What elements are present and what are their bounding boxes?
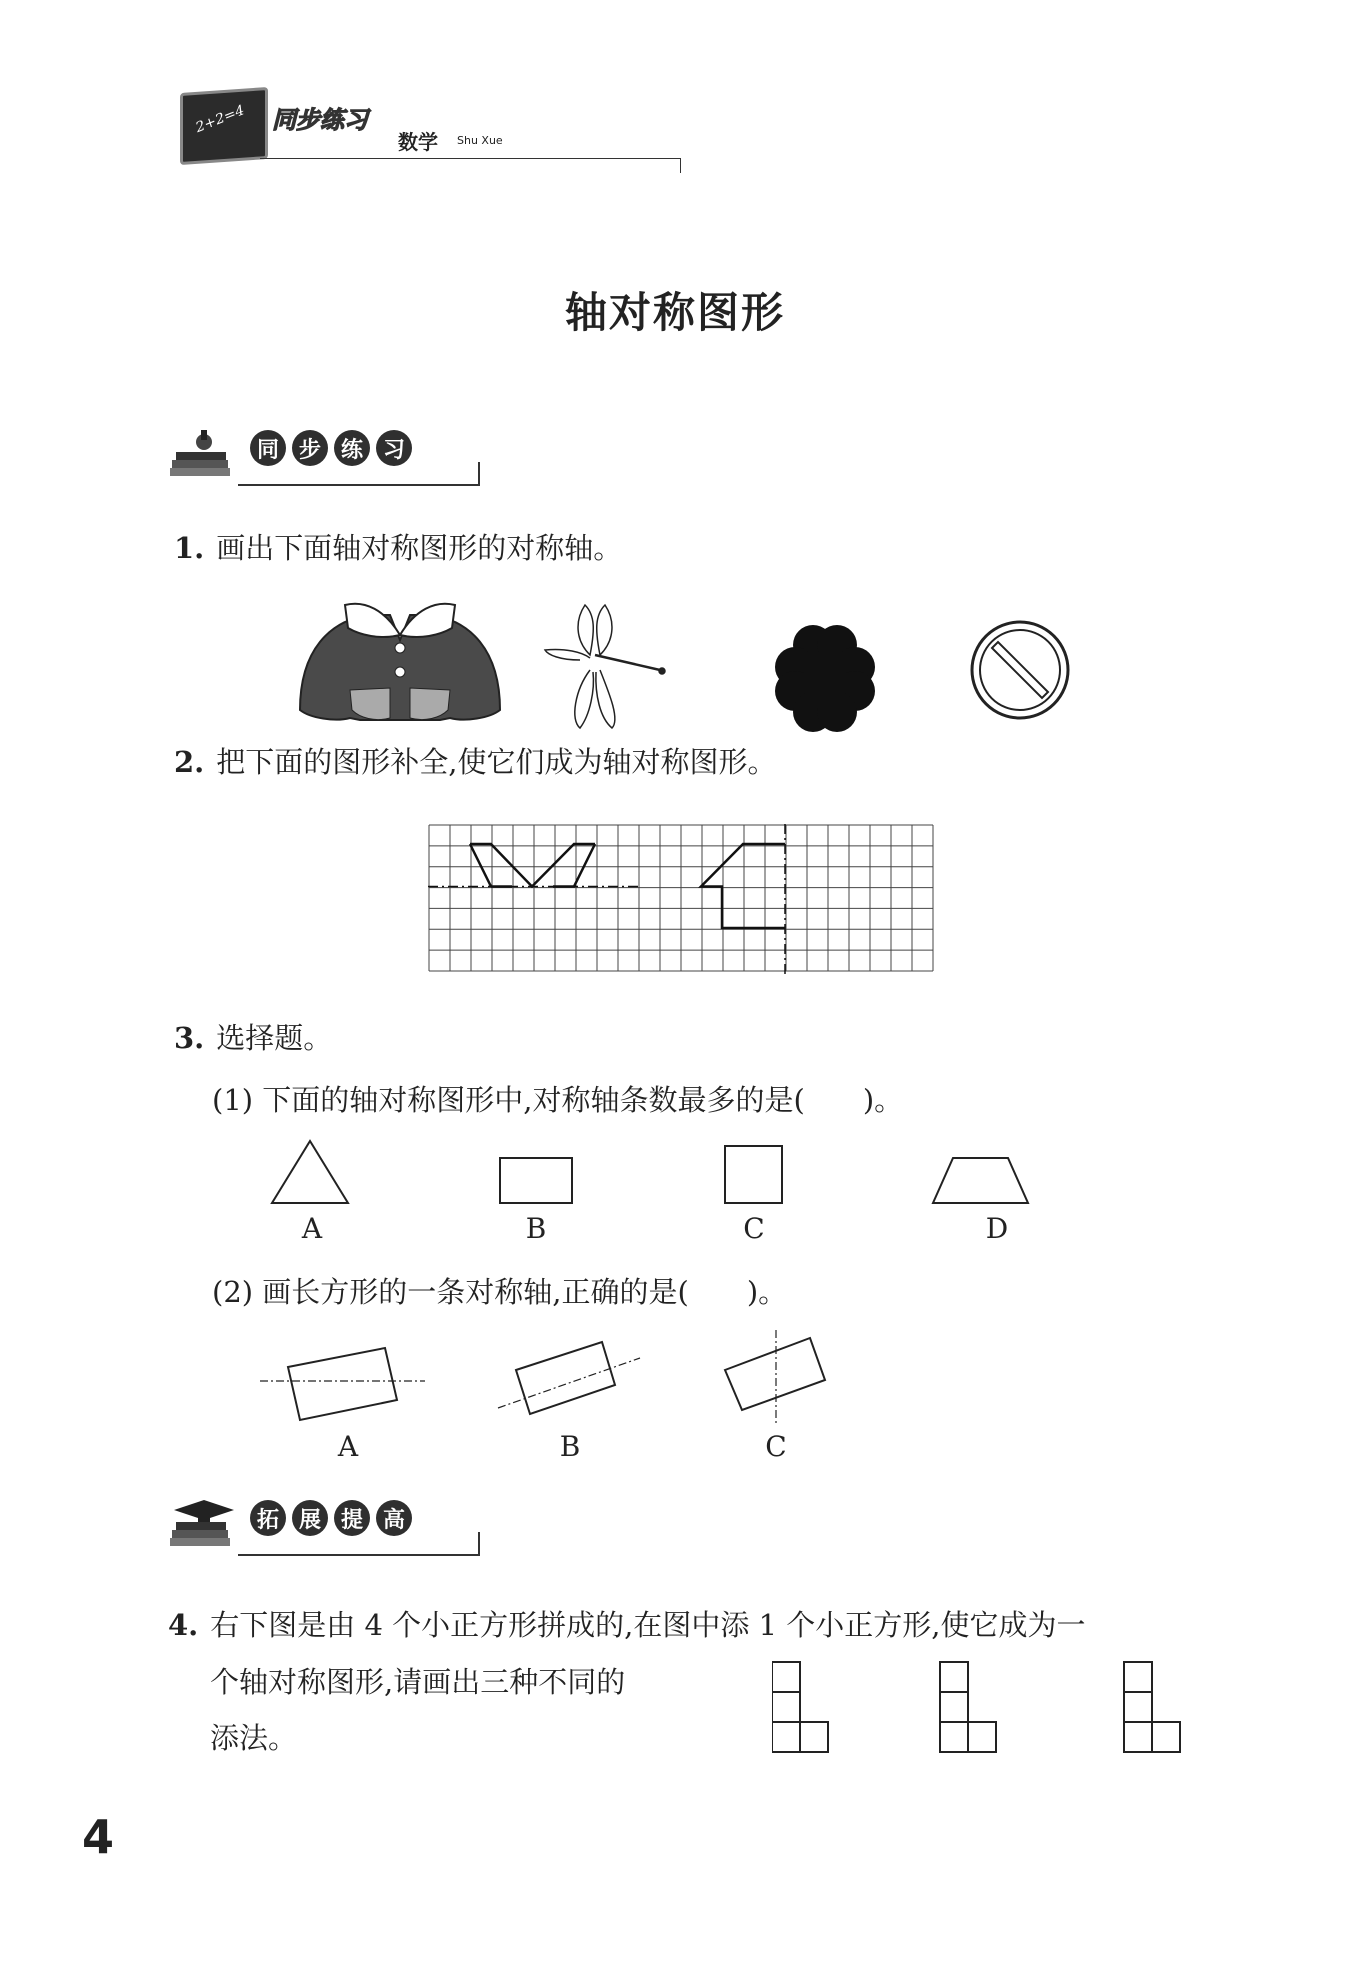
l-shape-1 bbox=[772, 1662, 828, 1752]
books-lamp-icon bbox=[168, 430, 234, 480]
question-text: 选择题。 bbox=[216, 1021, 333, 1055]
page-number: 4 bbox=[82, 1810, 115, 1864]
question-3 bbox=[174, 1018, 332, 1058]
option-label-b: B bbox=[525, 1212, 547, 1245]
question-4 bbox=[168, 1605, 1086, 1645]
dragonfly-figure bbox=[545, 605, 665, 728]
rectangle-option-a bbox=[260, 1348, 425, 1420]
l-shape-2 bbox=[940, 1662, 996, 1752]
subject-label: 数学 bbox=[398, 130, 438, 154]
rectangle-option-b bbox=[498, 1342, 640, 1414]
banner-char: 同 bbox=[250, 430, 286, 466]
banner-char: 练 bbox=[334, 430, 370, 466]
question-text: 右下图是由 4 个小正方形拼成的,在图中添 1 个小正方形,使它成为一 bbox=[210, 1608, 1086, 1642]
banner-char: 展 bbox=[292, 1500, 328, 1536]
option-label-a: A bbox=[301, 1212, 323, 1245]
question-3-sub-1: (1) 下面的轴对称图形中,对称轴条数最多的是( )。 bbox=[212, 1083, 904, 1117]
question-number: 1. bbox=[174, 531, 205, 565]
section-banner-extension bbox=[168, 1490, 468, 1560]
graduation-cap-books-icon bbox=[168, 1500, 234, 1550]
banner-char: 高 bbox=[376, 1500, 412, 1536]
clover-figure bbox=[775, 625, 875, 732]
q2-grid bbox=[428, 824, 934, 974]
banner-char: 提 bbox=[334, 1500, 370, 1536]
trapezoid-shape bbox=[933, 1158, 1028, 1203]
page-title: 轴对称图形 bbox=[564, 288, 785, 337]
option-label-a: A bbox=[337, 1430, 359, 1463]
series-brand: 同步练习 bbox=[272, 105, 368, 134]
option-label-c: C bbox=[743, 1212, 765, 1245]
question-number: 2. bbox=[174, 745, 205, 779]
q3-sub1-shapes bbox=[270, 1138, 1050, 1208]
option-label-b: B bbox=[559, 1430, 581, 1463]
question-text: 把下面的图形补全,使它们成为轴对称图形。 bbox=[216, 745, 777, 779]
board-text: 2+2=4 bbox=[193, 102, 247, 137]
banner-char: 习 bbox=[376, 430, 412, 466]
l-shape-3 bbox=[1124, 1662, 1180, 1752]
right-shape bbox=[701, 844, 785, 928]
banner-title bbox=[250, 430, 412, 466]
section-banner-practice bbox=[168, 420, 468, 490]
option-label-c: C bbox=[765, 1430, 787, 1463]
banner-char: 步 bbox=[292, 430, 328, 466]
header-rule bbox=[260, 158, 681, 173]
rectangle-shape bbox=[500, 1158, 572, 1203]
chalkboard-logo bbox=[180, 87, 268, 165]
question-number: 3. bbox=[174, 1021, 205, 1055]
rectangle-option-c bbox=[725, 1330, 825, 1425]
question-text: 画出下面轴对称图形的对称轴。 bbox=[216, 531, 623, 565]
question-1 bbox=[174, 528, 622, 568]
question-2 bbox=[174, 742, 777, 782]
q4-tetromino-figures bbox=[772, 1660, 1192, 1760]
option-label-d: D bbox=[985, 1212, 1009, 1245]
banner-char: 拓 bbox=[250, 1500, 286, 1536]
banner-title bbox=[250, 1500, 412, 1536]
question-3-sub-2: (2) 画长方形的一条对称轴,正确的是( )。 bbox=[212, 1275, 788, 1309]
question-number: 4. bbox=[168, 1608, 199, 1642]
jacket-figure bbox=[300, 604, 500, 720]
q1-figures bbox=[290, 600, 1090, 740]
prohibition-sign-figure bbox=[972, 622, 1068, 718]
question-4-line-2: 个轴对称图形,请画出三种不同的 bbox=[210, 1665, 626, 1699]
book-header bbox=[160, 90, 530, 170]
square-shape bbox=[725, 1146, 782, 1203]
question-4-line-3: 添法。 bbox=[210, 1721, 298, 1755]
triangle-shape bbox=[272, 1141, 348, 1203]
subject-pinyin: Shu Xue bbox=[457, 134, 503, 147]
q3-sub2-shapes bbox=[260, 1330, 860, 1430]
